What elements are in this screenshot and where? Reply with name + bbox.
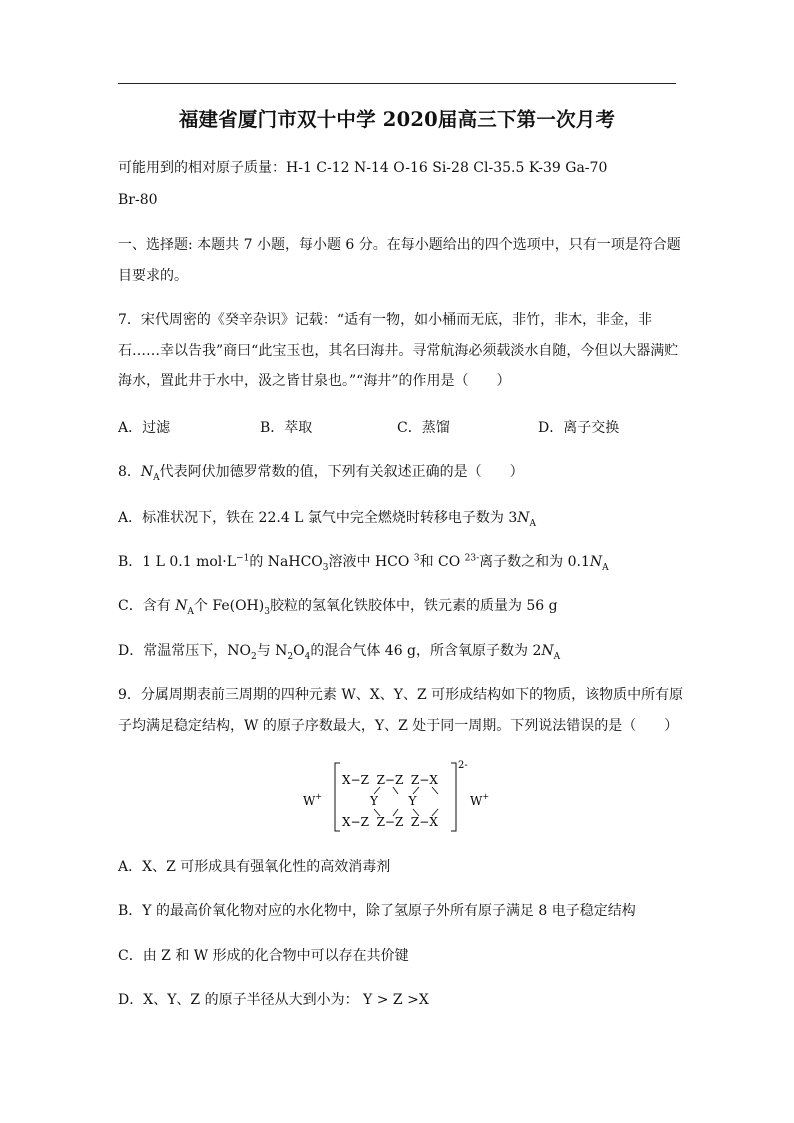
- q8-option-d-sub1: 2: [250, 651, 257, 662]
- q9-stem-line1: 9．分属周期表前三周期的四种元素 W、X、Y、Z 可形成结构如下的物质，该物质中所有原: [118, 687, 684, 703]
- structure-left-bracket: [335, 763, 340, 831]
- q7-option-a: A．过滤: [118, 420, 171, 436]
- q8-option-a-text: A．标准状况下，铁在 22.4 L 氯气中完全燃烧时转移电子数为 3: [118, 510, 518, 526]
- q8-option-d-text3: O: [293, 643, 305, 659]
- q8-option-d-text4: 的混合气体 46 g，所含氧原子数为 2: [310, 643, 542, 659]
- atomic-masses-line2: Br-80: [118, 192, 158, 208]
- structure-middle-row: Y Y: [370, 794, 417, 808]
- section1-instruction-line1: 一、选择题: 本题共 7 小题，每小题 6 分。在每小题给出的四个选项中，只有一项是符合题: [118, 237, 681, 253]
- q8-option-d-symbol: N: [541, 643, 554, 659]
- q8-option-c-text1: C．含有: [118, 598, 176, 614]
- structure-cation-right: W+: [470, 792, 490, 808]
- q8-option-b: [118, 553, 609, 571]
- q9-option-a: A．X、Z 可形成具有强氧化性的高效消毒剂: [118, 859, 391, 875]
- header-rule: [118, 83, 676, 84]
- q8-option-c-text2: 个 Fe(OH): [193, 598, 265, 614]
- q8-option-d: [118, 642, 560, 660]
- q8-stem-text: 代表阿伏加德罗常数的值，下列有关叙述正确的是（ ）: [159, 464, 524, 480]
- q8-option-c-symbol: N: [175, 598, 188, 614]
- q7-stem-line1: 7．宋代周密的《癸辛杂识》记载：“适有一物，如小桶而无底，非竹，非木，非金，非: [118, 312, 653, 328]
- q8-stem: [118, 463, 524, 481]
- q8-option-c: [118, 597, 558, 615]
- section1-instruction-line2: 目要求的。: [118, 268, 188, 284]
- atomic-masses-line1: 可能用到的相对原子质量：H-1 C-12 N-14 O-16 Si-28 Cl-35.5 K-39 Ga-70: [118, 160, 608, 176]
- structure-charge: 2-: [458, 760, 468, 771]
- q9-option-c: C．由 Z 和 W 形成的化合物中可以存在共价键: [118, 948, 409, 964]
- q8-option-b-sup2: 3: [413, 553, 420, 564]
- q7-option-c: C．蒸馏: [397, 420, 450, 436]
- structure-right-bracket: [451, 763, 456, 831]
- q8-option-b-symbol: N: [589, 554, 603, 570]
- q9-structure-diagram: [298, 757, 508, 837]
- q7-stem-line2: 石……幸以告我”商曰“此宝玉也，其名曰海井。寻常航海必须载淡水自随，今但以大器满贮: [118, 343, 679, 359]
- q9-option-b: B．Y 的最高价氧化物对应的水化物中，除了氢原子外所有原子满足 8 电子稳定结构: [118, 903, 636, 919]
- structure-top-row: X−Z Z−Z Z−X: [342, 773, 438, 787]
- q8-symbol-sub: A: [153, 472, 160, 483]
- q8-option-b-sup3: 23-: [464, 553, 480, 564]
- q8-option-b-text3: 溶液中 HCO: [328, 554, 414, 570]
- q8-option-a: [118, 509, 536, 527]
- q8-option-c-sub: 3: [264, 606, 270, 617]
- q9-stem-line2: 子均满足稳定结构，W 的原子序数最大，Y、Z 处于同一周期。下列说法错误的是（ ）: [118, 718, 679, 734]
- q7-option-d: D．离子交换: [538, 420, 620, 436]
- q9-option-d: D．X、Y、Z 的原子半径从大到小为： Y > Z >X: [118, 992, 429, 1008]
- structure-bottom-row: X−Z Z−Z Z−X: [342, 815, 438, 829]
- q7-stem-line3: 海水，置此井于水中，汲之皆甘泉也。”“海井”的作用是（ ）: [118, 373, 511, 389]
- q8-option-d-symbol-sub: A: [553, 651, 561, 662]
- q8-option-b-text1: B．1 L 0.1 mol·L: [118, 554, 237, 570]
- q8-option-d-sub3: 4: [304, 651, 311, 662]
- q8-option-a-symbol: N: [517, 510, 530, 526]
- q8-option-d-text2: 与 N: [256, 643, 288, 659]
- q8-option-b-text5: 离子数之和为 0.1: [479, 554, 590, 570]
- q8-number: 8．: [118, 464, 141, 480]
- q8-option-c-text3: 胶粒的氢氧化铁胶体中，铁元素的质量为 56 g: [269, 598, 558, 614]
- q8-option-b-text2: 的 NaHCO: [249, 554, 323, 570]
- q8-option-b-symbol-sub: A: [602, 562, 609, 573]
- page-title: 福建省厦门市双十中学 2020届高三下第一次月考: [178, 108, 616, 131]
- q8-option-a-sub: A: [529, 518, 537, 529]
- q8-option-c-symbol-sub: A: [187, 606, 194, 617]
- q8-option-b-sup: −1: [236, 553, 250, 564]
- q8-option-b-sub: 3: [322, 562, 329, 573]
- q8-option-b-text4: 和 CO: [419, 554, 465, 570]
- q8-symbol-n: N: [140, 464, 154, 480]
- q8-option-d-sub2: 2: [287, 651, 294, 662]
- structure-cation-left: W+: [303, 792, 323, 808]
- q8-option-d-text1: D．常温常压下，NO: [118, 643, 251, 659]
- q7-option-b: B．萃取: [260, 420, 313, 436]
